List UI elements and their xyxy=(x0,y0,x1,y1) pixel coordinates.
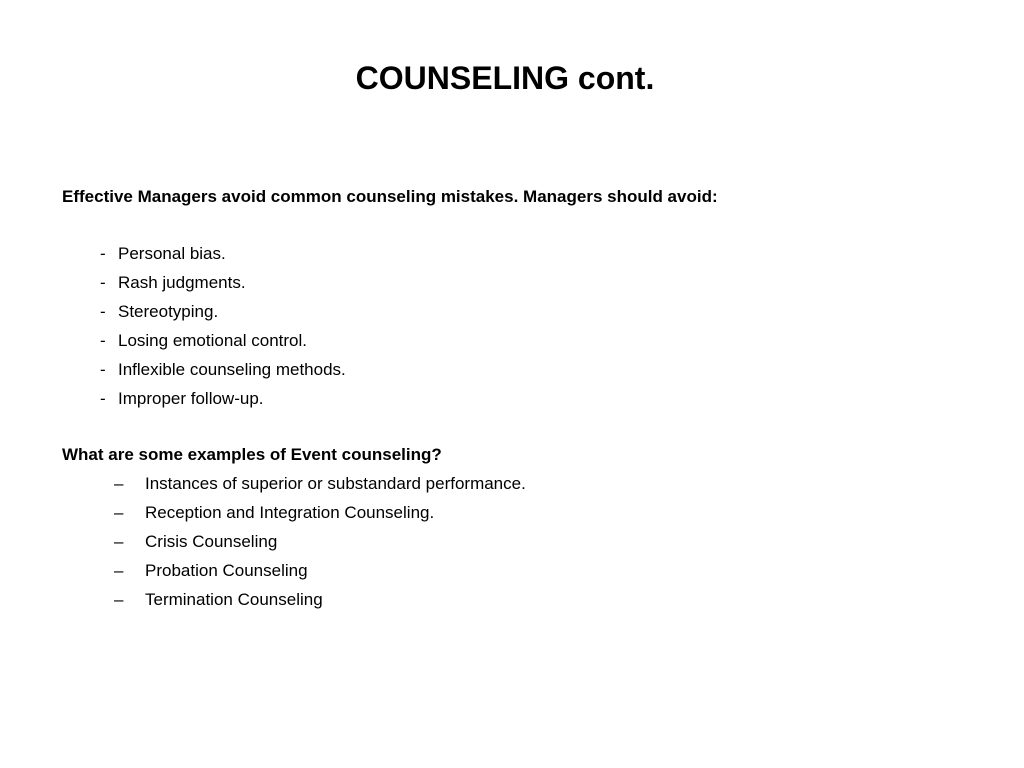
list-item-text: Reception and Integration Counseling. xyxy=(145,503,435,522)
list-item-text: Probation Counseling xyxy=(145,561,308,580)
en-dash-bullet: – xyxy=(114,503,124,522)
slide-title: COUNSELING cont. xyxy=(355,60,655,96)
list-item-text: Rash judgments. xyxy=(118,273,246,292)
dash-bullet: - xyxy=(100,244,106,263)
list-item-text: Crisis Counseling xyxy=(145,532,278,551)
dash-bullet: - xyxy=(100,331,106,350)
list-item-text: Personal bias. xyxy=(118,244,226,263)
en-dash-bullet: – xyxy=(114,590,124,609)
list-item-text: Improper follow-up. xyxy=(118,389,264,408)
dash-bullet: - xyxy=(100,389,106,408)
list-item-text: Termination Counseling xyxy=(145,590,323,609)
list-item-text: Inflexible counseling methods. xyxy=(118,360,346,379)
list-item-text: Losing emotional control. xyxy=(118,331,308,350)
dash-bullet: - xyxy=(100,273,106,292)
intro-heading: Effective Managers avoid common counseling mistakes. Managers should avoid: xyxy=(62,187,718,206)
examples-heading: What are some examples of Event counseling? xyxy=(62,445,442,464)
en-dash-bullet: – xyxy=(114,532,124,551)
en-dash-bullet: – xyxy=(114,561,124,580)
list-item-text: Stereotyping. xyxy=(118,302,219,321)
en-dash-bullet: – xyxy=(114,474,124,493)
dash-bullet: - xyxy=(100,302,106,321)
list-item-text: Instances of superior or substandard performance. xyxy=(145,474,526,493)
dash-bullet: - xyxy=(100,360,106,379)
